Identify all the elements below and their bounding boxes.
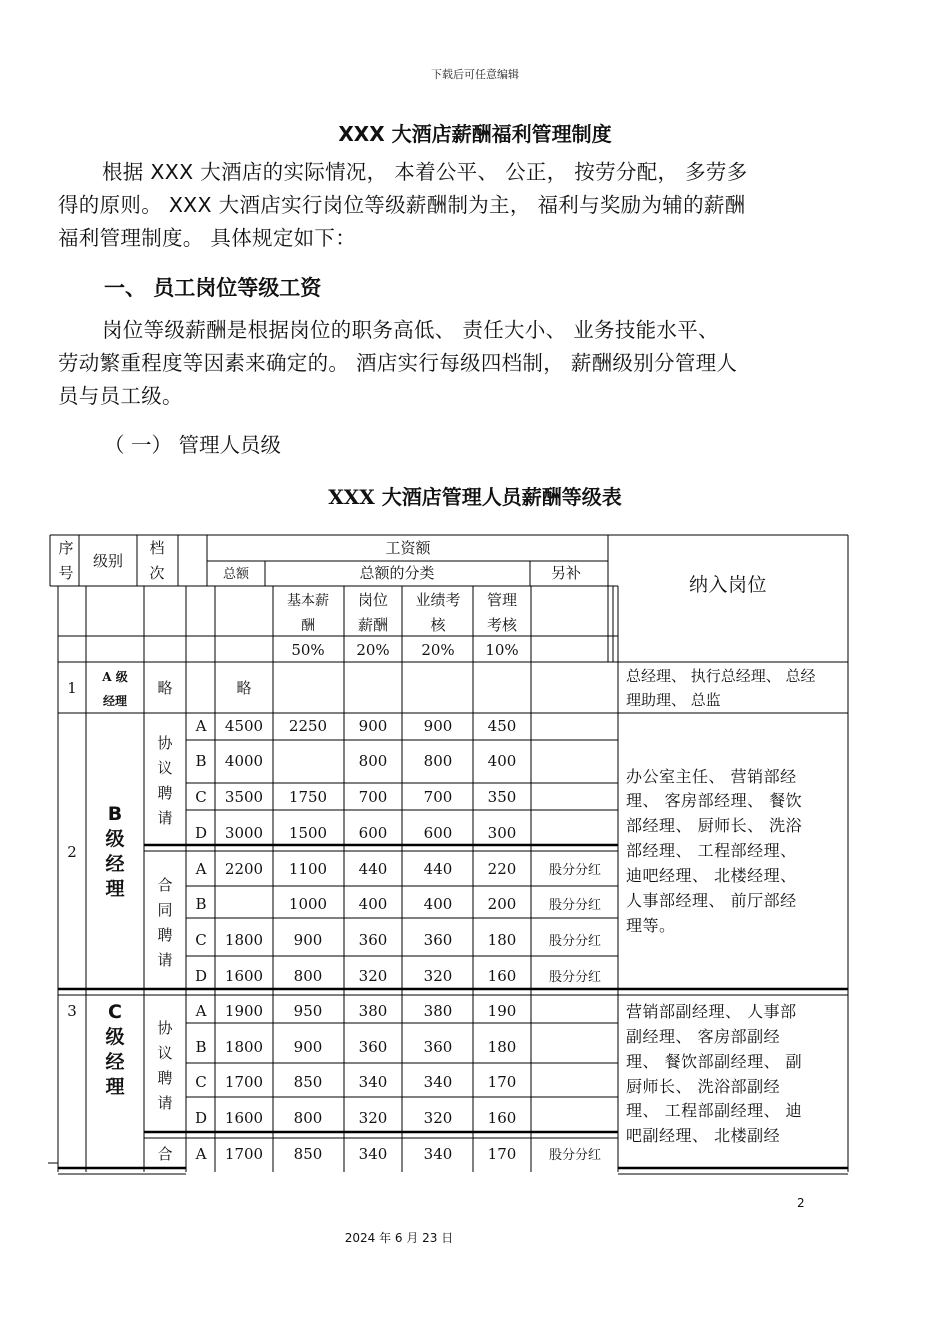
cell-row3-mgmt: 170 bbox=[487, 1145, 517, 1163]
cell-row2-basic: 1500 bbox=[288, 824, 328, 842]
section-1-line-2: 劳动繁重程度等因素来确定的。 酒店实行每级四档制， 薪酬级别分管理人 bbox=[58, 351, 738, 375]
header-seq-2: 号 bbox=[58, 564, 74, 582]
cell-row3-post: 380 bbox=[358, 1002, 388, 1020]
percent-post: 20% bbox=[356, 641, 390, 659]
row3-positions-4: 厨师长、 洗浴部副经 bbox=[626, 1077, 781, 1096]
cell-row3-grade: A bbox=[195, 1145, 207, 1163]
cell-row2-total: 1600 bbox=[224, 967, 264, 985]
section-1-line-1: 岗位等级薪酬是根据岗位的职务高低、 责任大小、 业务技能水平、 bbox=[102, 318, 719, 342]
header-note: 下载后可任意编辑 bbox=[431, 68, 519, 81]
cell-row2-mgmt: 400 bbox=[487, 752, 517, 770]
cell-row3-post: 340 bbox=[358, 1145, 388, 1163]
cell-row3-mgmt: 190 bbox=[487, 1002, 517, 1020]
row2-agreement-3: 聘 bbox=[157, 784, 173, 802]
row1-total: 略 bbox=[236, 679, 252, 697]
cell-row2-total: 4500 bbox=[224, 717, 264, 735]
cell-row3-basic: 850 bbox=[293, 1145, 323, 1163]
cell-row2-extra: 股分分红 bbox=[548, 863, 602, 878]
row2-level-1: B bbox=[107, 803, 123, 825]
row3-agreement-1: 协 bbox=[157, 1019, 173, 1037]
header-performance-2: 核 bbox=[430, 616, 446, 634]
header-basic-1: 基本薪 bbox=[287, 593, 329, 609]
cell-row3-grade: A bbox=[195, 1002, 207, 1020]
cell-row3-basic: 950 bbox=[293, 1002, 323, 1020]
cell-row3-post: 340 bbox=[358, 1073, 388, 1091]
cell-row3-total: 1700 bbox=[224, 1145, 264, 1163]
cell-row3-post: 360 bbox=[358, 1038, 388, 1056]
header-level: 级别 bbox=[92, 552, 124, 570]
cell-row2-grade: C bbox=[195, 931, 207, 949]
percent-performance: 20% bbox=[421, 641, 455, 659]
row1-level-1: A 级 bbox=[102, 670, 128, 684]
intro-line-2: 得的原则。 XXX 大酒店实行岗位等级薪酬制为主， 福利与奖励为辅的薪酬 bbox=[58, 193, 746, 217]
row3-contract-1: 合 bbox=[157, 1145, 173, 1163]
row3-level-3: 经 bbox=[105, 1051, 125, 1073]
section-1-line-3: 员与员工级。 bbox=[58, 384, 183, 408]
cell-row3-basic: 900 bbox=[293, 1038, 323, 1056]
cell-row2-perf: 360 bbox=[423, 931, 453, 949]
cell-row2-grade: B bbox=[195, 895, 207, 913]
cell-row2-total: 3000 bbox=[224, 824, 264, 842]
row2-contract-2: 同 bbox=[157, 901, 173, 919]
intro-line-1: 根据 XXX 大酒店的实际情况， 本着公平、 公正， 按劳分配， 多劳多 bbox=[102, 160, 748, 184]
row2-positions-6: 人事部经理、 前厅部经 bbox=[626, 891, 797, 910]
cell-row2-post: 900 bbox=[358, 717, 388, 735]
row3-agreement-3: 聘 bbox=[157, 1069, 173, 1087]
cell-row2-grade: B bbox=[195, 752, 207, 770]
row2-level-3: 经 bbox=[105, 853, 125, 875]
cell-row2-basic: 800 bbox=[293, 967, 323, 985]
cell-row2-mgmt: 160 bbox=[487, 967, 517, 985]
cell-row2-basic: 2250 bbox=[288, 717, 328, 735]
table-data-rows bbox=[195, 717, 601, 1163]
cell-row2-post: 400 bbox=[358, 895, 388, 913]
cell-row2-mgmt: 220 bbox=[487, 860, 517, 878]
cell-row3-grade: D bbox=[194, 1109, 208, 1127]
cell-row2-grade: D bbox=[194, 967, 208, 985]
header-seq-1: 序 bbox=[58, 539, 74, 557]
cell-row3-basic: 800 bbox=[293, 1109, 323, 1127]
document-title: XXX 大酒店薪酬福利管理制度 bbox=[338, 122, 612, 146]
cell-row2-post: 440 bbox=[358, 860, 388, 878]
row2-agreement-4: 请 bbox=[157, 809, 173, 827]
cell-row3-mgmt: 180 bbox=[487, 1038, 517, 1056]
row2-contract-3: 聘 bbox=[157, 926, 173, 944]
row1-positions-1: 总经理、 执行总经理、 总经 bbox=[626, 667, 816, 685]
row2-agreement-2: 议 bbox=[157, 759, 173, 777]
cell-row2-post: 320 bbox=[358, 967, 388, 985]
header-basic-2: 酬 bbox=[301, 618, 315, 634]
cell-row2-perf: 800 bbox=[423, 752, 453, 770]
cell-row2-total: 4000 bbox=[224, 752, 264, 770]
percent-management: 10% bbox=[485, 641, 519, 659]
row2-contract-4: 请 bbox=[157, 951, 173, 969]
cell-row2-mgmt: 350 bbox=[487, 788, 517, 806]
cell-row2-post: 600 bbox=[358, 824, 388, 842]
cell-row2-mgmt: 300 bbox=[487, 824, 517, 842]
section-1-title: 一、 员工岗位等级工资 bbox=[104, 276, 322, 300]
row3-positions-6: 吧副经理、 北楼副经 bbox=[626, 1126, 781, 1145]
row2-positions-7: 理等。 bbox=[626, 916, 676, 935]
row3-positions-2: 副经理、 客房部副经 bbox=[626, 1027, 781, 1046]
row3-level-1: C bbox=[108, 1001, 122, 1023]
cell-row2-perf: 700 bbox=[423, 788, 453, 806]
cell-row3-extra: 股分分红 bbox=[548, 1148, 602, 1163]
row3-level-4: 理 bbox=[105, 1076, 125, 1098]
row1-seq: 1 bbox=[67, 679, 77, 697]
header-breakdown: 总额的分类 bbox=[359, 564, 435, 582]
header-grade-1: 档 bbox=[149, 539, 165, 557]
header-post-2: 薪酬 bbox=[357, 616, 389, 634]
cell-row3-total: 1700 bbox=[224, 1073, 264, 1091]
cell-row2-perf: 400 bbox=[423, 895, 453, 913]
cell-row3-perf: 320 bbox=[423, 1109, 453, 1127]
cell-row2-extra: 股分分红 bbox=[548, 934, 602, 949]
header-performance-1: 业绩考 bbox=[415, 591, 461, 609]
cell-row2-mgmt: 200 bbox=[487, 895, 517, 913]
row1-grade: 略 bbox=[157, 679, 173, 697]
cell-row3-basic: 850 bbox=[293, 1073, 323, 1091]
row2-level-2: 级 bbox=[105, 828, 125, 850]
header-management-1: 管理 bbox=[486, 591, 518, 609]
header-management-2: 考核 bbox=[486, 616, 518, 634]
row2-positions-1: 办公室主任、 营销部经 bbox=[626, 767, 797, 786]
row3-positions-3: 理、 餐饮部副经理、 副 bbox=[626, 1052, 803, 1071]
row2-agreement-1: 协 bbox=[157, 734, 173, 752]
header-salary: 工资额 bbox=[385, 539, 431, 557]
row3-seq: 3 bbox=[67, 1002, 77, 1020]
header-total: 总额 bbox=[222, 567, 250, 582]
row3-positions-1: 营销部副经理、 人事部 bbox=[626, 1002, 797, 1021]
intro-line-3: 福利管理制度。 具体规定如下： bbox=[58, 226, 357, 250]
row2-contract-1: 合 bbox=[157, 876, 173, 894]
row1-level-2: 经理 bbox=[102, 694, 128, 708]
header-positions: 纳入岗位 bbox=[688, 574, 768, 596]
cell-row2-basic: 1100 bbox=[288, 860, 328, 878]
row2-positions-3: 部经理、 厨师长、 洗浴 bbox=[626, 816, 803, 835]
row3-agreement-2: 议 bbox=[157, 1044, 173, 1062]
row1-positions-2: 理助理、 总监 bbox=[626, 691, 721, 709]
cell-row3-perf: 340 bbox=[423, 1145, 453, 1163]
cell-row3-perf: 360 bbox=[423, 1038, 453, 1056]
footer-date: 2024 年 6 月 23 日 bbox=[344, 1231, 454, 1245]
header-grade-2: 次 bbox=[149, 564, 165, 582]
cell-row3-grade: C bbox=[195, 1073, 207, 1091]
cell-row3-perf: 380 bbox=[423, 1002, 453, 1020]
cell-row2-mgmt: 180 bbox=[487, 931, 517, 949]
cell-row2-grade: C bbox=[195, 788, 207, 806]
cell-row2-perf: 440 bbox=[423, 860, 453, 878]
row3-agreement-4: 请 bbox=[157, 1094, 173, 1112]
cell-row3-grade: B bbox=[195, 1038, 207, 1056]
table-title: XXX 大酒店管理人员薪酬等级表 bbox=[328, 485, 622, 509]
subsection-1-title: （ 一） 管理人员级 bbox=[104, 433, 282, 457]
cell-row3-total: 1800 bbox=[224, 1038, 264, 1056]
header-post-1: 岗位 bbox=[357, 591, 389, 609]
cell-row2-perf: 600 bbox=[423, 824, 453, 842]
row3-level-2: 级 bbox=[105, 1026, 125, 1048]
page-number: 2 bbox=[797, 1196, 805, 1210]
cell-row3-post: 320 bbox=[358, 1109, 388, 1127]
cell-row2-grade: A bbox=[195, 860, 207, 878]
row2-level-4: 理 bbox=[105, 878, 125, 900]
cell-row2-extra: 股分分红 bbox=[548, 898, 602, 913]
row2-positions-5: 迪吧经理、 北楼经理、 bbox=[626, 866, 797, 885]
cell-row2-post: 360 bbox=[358, 931, 388, 949]
cell-row2-mgmt: 450 bbox=[487, 717, 517, 735]
cell-row2-total: 3500 bbox=[224, 788, 264, 806]
cell-row2-post: 800 bbox=[358, 752, 388, 770]
cell-row2-grade: A bbox=[195, 717, 207, 735]
cell-row2-basic: 1000 bbox=[288, 895, 328, 913]
cell-row2-total: 2200 bbox=[224, 860, 264, 878]
cell-row2-basic: 1750 bbox=[288, 788, 328, 806]
cell-row2-basic: 900 bbox=[293, 931, 323, 949]
row3-positions-5: 理、 工程部副经理、 迪 bbox=[626, 1101, 803, 1120]
percent-basic: 50% bbox=[291, 641, 325, 659]
cell-row2-grade: D bbox=[194, 824, 208, 842]
header-extra: 另补 bbox=[550, 564, 582, 582]
row2-positions-4: 部经理、 工程部经理、 bbox=[626, 841, 797, 860]
cell-row3-perf: 340 bbox=[423, 1073, 453, 1091]
cell-row2-total: 1800 bbox=[224, 931, 264, 949]
cell-row3-mgmt: 170 bbox=[487, 1073, 517, 1091]
row2-seq: 2 bbox=[67, 843, 77, 861]
cell-row3-total: 1900 bbox=[224, 1002, 264, 1020]
row2-positions-2: 理、 客房部经理、 餐饮 bbox=[626, 791, 803, 810]
cell-row2-perf: 900 bbox=[423, 717, 453, 735]
cell-row2-perf: 320 bbox=[423, 967, 453, 985]
cell-row2-extra: 股分分红 bbox=[548, 970, 602, 985]
cell-row2-post: 700 bbox=[358, 788, 388, 806]
cell-row3-total: 1600 bbox=[224, 1109, 264, 1127]
cell-row3-mgmt: 160 bbox=[487, 1109, 517, 1127]
